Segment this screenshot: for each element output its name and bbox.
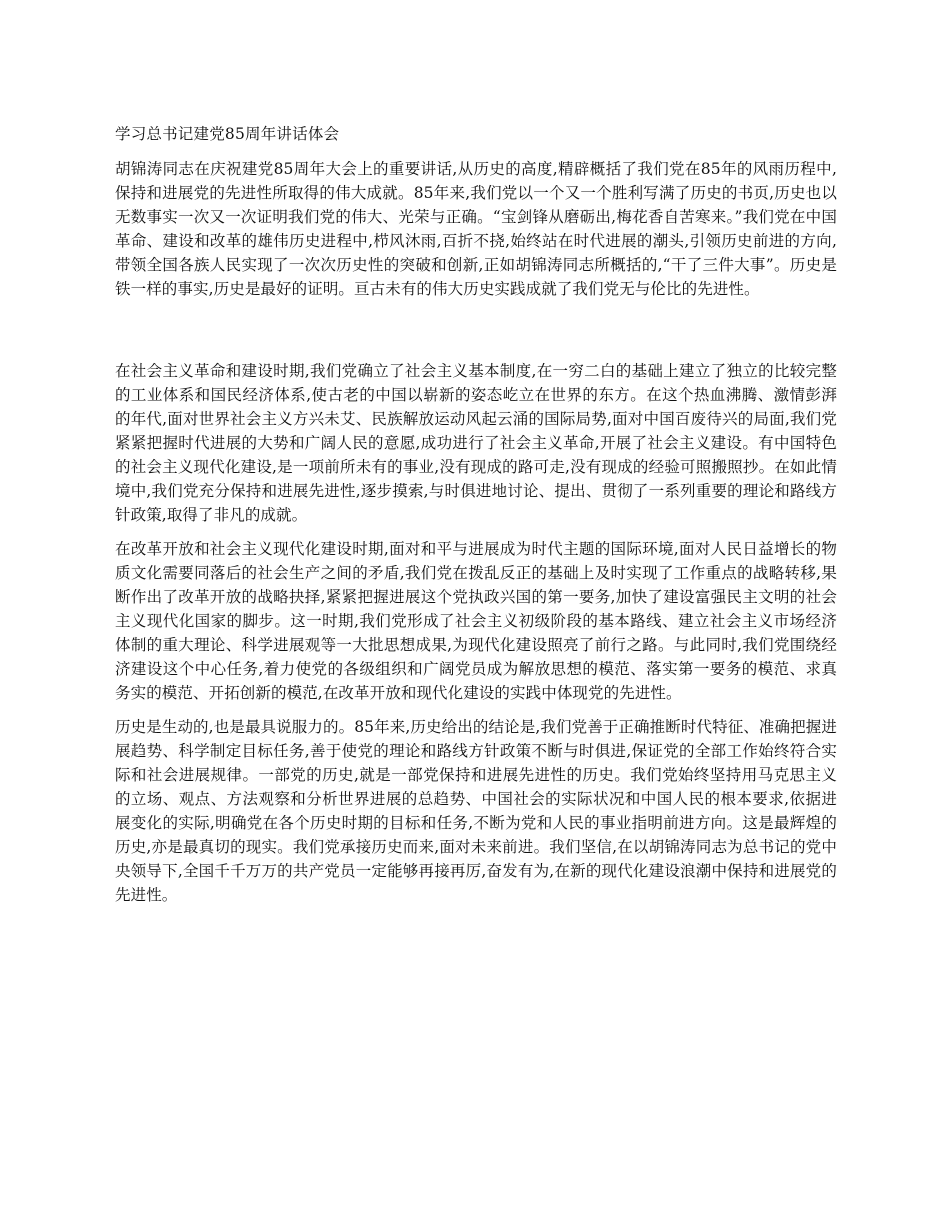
paragraph-spacer — [115, 527, 837, 537]
paragraph-reform-opening: 在改革开放和社会主义现代化建设时期,面对和平与进展成为时代主题的国际环境,面对人民日益增长的物质文化需要同落后的社会生产之间的矛盾,我们党在拨乱反正的基础上及时实现了工作重点的战略转移,果断作出了改革开放的战略抉择,紧紧把握进展这个党执政兴国的第一要务,加快了建设富强民主文明的社会主义现代化国家的脚步。这一时期,我们党形成了社会主义初级阶段的基本路线、建立社会主义市场经济体制的重大理论、科学进展观等一大批思想成果,为现代化建设照亮了前行之路。与此同时,我们党围绕经济建设这个中心任务,着力使党的各级组织和广阔党员成为解放思想的模范、落实第一要务的模范、求真务实的模范、开拓创新的模范,在改革开放和现代化建设的实践中体现党的先进性。 — [115, 540, 837, 702]
paragraph-socialist-revolution: 在社会主义革命和建设时期,我们党确立了社会主义基本制度,在一穷二白的基础上建立了独立的比较完整的工业体系和国民经济体系,使古老的中国以崭新的姿态屹立在世界的东方。在这个热血沸腾、激情彭湃的年代,面对世界社会主义方兴未艾、民族解放运动风起云涌的国际局势,面对中国百废待兴的局面,我们党紧紧把握时代进展的大势和广阔人民的意愿,成功进行了社会主义革命,开展了社会主义建设。有中国特色的社会主义现代化建设,是一项前所未有的事业,没有现成的路可走,没有现成的经验可照搬照抄。在如此情境中,我们党充分保持和进展先进性,逐步摸索,与时俱进地讨论、提出、贯彻了一系列重要的理论和路线方针政策,取得了非凡的成就。 — [115, 362, 837, 524]
paragraph-conclusion: 历史是生动的,也是最具说服力的。85年来,历史给出的结论是,我们党善于正确推断时代特征、准确把握进展趋势、科学制定目标任务,善于使党的理论和路线方针政策不断与时俱进,保证党的全部工作始终符合实际和社会进展规律。一部党的历史,就是一部党保持和进展先进性的历史。我们党始终坚持用马克思主义的立场、观点、方法观察和分析世界进展的总趋势、中国社会的实际状况和中国人民的根本要求,依据进展变化的实际,明确党在各个历史时期的目标和任务,不断为党和人民的事业指明前进方向。这是最辉煌的历史,亦是最真切的现实。我们党承接历史而来,面对未来前进。我们坚信,在以胡锦涛同志为总书记的党中央领导下,全国千千万万的共产党员一定能够再接再厉,奋发有为,在新的现代化建设浪潮中保持和进展党的先进性。 — [115, 718, 837, 904]
paragraph-intro: 胡锦涛同志在庆祝建党85周年大会上的重要讲话,从历史的高度,精辟概括了我们党在85年的风雨历程中,保持和进展党的先进性所取得的伟大成就。85年来,我们党以一个又一个胜利写满了历史的书页,历史也以无数事实一次又一次证明我们党的伟大、光荣与正确。“宝剑锋从磨砺出,梅花香自苦寒来。”我们党在中国革命、建设和改革的雄伟历史进程中,栉风沐雨,百折不挠,始终站在时代进展的潮头,引领历史前进的方向,带领全国各族人民实现了一次次历史性的突破和创新,正如胡锦涛同志所概括的,“干了三件大事”。历史是铁一样的事实,历史是最好的证明。亘古未有的伟大历史实践成就了我们党无与伦比的先进性。 — [115, 160, 837, 298]
paragraph-spacer — [115, 705, 837, 715]
paragraph-spacer — [115, 301, 837, 359]
document-title: 学习总书记建党85周年讲话体会 — [115, 125, 340, 143]
document-page — [115, 122, 837, 907]
